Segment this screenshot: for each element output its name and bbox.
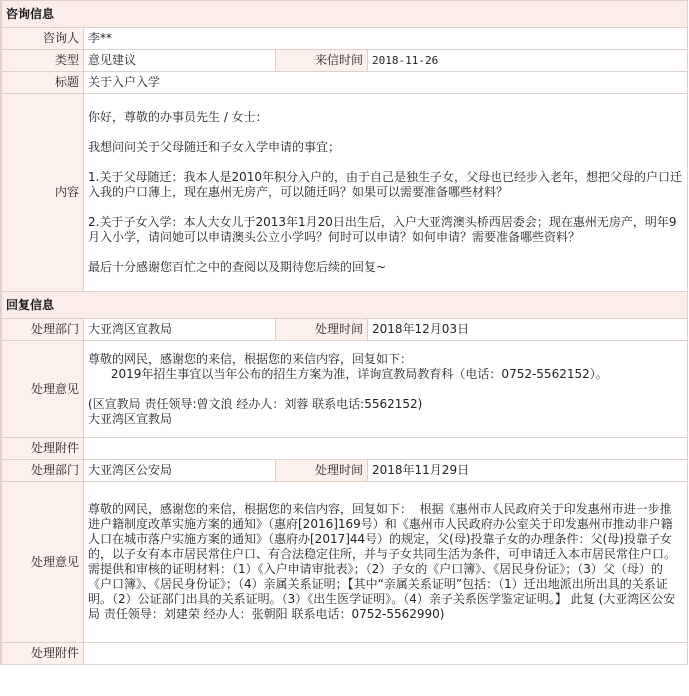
content-line bbox=[88, 155, 683, 170]
opinion-line: 大亚湾区宣教局 bbox=[88, 411, 173, 426]
content-line: 最后十分感谢您百忙之中的查阅以及期待您后续的回复~ bbox=[88, 260, 387, 274]
type-label: 类型 bbox=[2, 50, 84, 72]
inquiry-table bbox=[1, 0, 688, 665]
asker-label: 咨询人 bbox=[2, 28, 84, 50]
dept-value: 大亚湾区宣教局 bbox=[84, 319, 276, 341]
attachment-label: 处理附件 bbox=[2, 643, 84, 665]
subject-value: 关于入户入学 bbox=[84, 72, 688, 94]
opinion-line: (区宣教局 责任领导:曾文浪 经办人：刘蓉 联系电话:5562152) bbox=[88, 396, 423, 411]
asker-value: 李** bbox=[84, 28, 688, 50]
opinion-line: 尊敬的网民，感谢您的来信，根据您的来信内容，回复如下： 根据《惠州市人民政府关于印发惠州市进一步推进户籍制度改革实施方案的通知》（惠府[2016]169号）和《惠州市人民政府办公室关于印发惠州市推动非户籍人口在城市落户实施方案的通知》（惠府办[2017]44号）的规定，父(母)投靠子女的办理条件：父(母)投靠子女的，以子女有本市居民常住户口、有合法稳定住所，并与子女共同生活为条件，可申请迁入本市居民常住户口。 需提供和审核的证明材料：（1）《入户申请审批表》；（2）子女的《户口簿》、《居民身份证》；（3）父（母）的《户口簿》、《居民身份证》；（4）亲属关系证明；【其中“亲属关系证明”包括：（1）迁出地派出所出具的关系证明。（2）公证部门出具的关系证明。（3）《出生医学证明》。（4）亲子关系医学鉴定证明。】 此复 (大亚湾区公安局 责任领导：刘建荣 经办人：张朝阳 联系电话：0752-5562990) bbox=[88, 502, 680, 621]
opinion-label: 处理意见 bbox=[2, 341, 84, 438]
handle-time-label: 处理时间 bbox=[276, 460, 368, 482]
opinion-label: 处理意见 bbox=[2, 482, 84, 643]
subject-label: 标题 bbox=[2, 72, 84, 94]
attachment-value bbox=[84, 643, 688, 665]
content-line: 你好，尊敬的办事员先生 / 女士： bbox=[88, 110, 268, 124]
content-line: 2.关于子女入学：本人大女儿于2013年1月20日出生后，入户大亚湾澳头桥西居委会；现在惠州无房产，明年9月入小学，请问她可以申请澳头公立小学吗？何时可以申请？如何申请？需要准备哪些资料？ bbox=[88, 215, 677, 244]
content-line: 我想问问关于父母随迁和子女入学申请的事宜； bbox=[88, 140, 341, 154]
handle-time-value: 2018年11月29日 bbox=[368, 460, 688, 482]
opinion-body bbox=[84, 341, 688, 438]
dept-label: 处理部门 bbox=[2, 319, 84, 341]
attachment-value bbox=[84, 438, 688, 460]
type-value: 意见建议 bbox=[84, 50, 276, 72]
content-label: 内容 bbox=[2, 94, 84, 292]
content-line bbox=[88, 245, 683, 260]
content-body bbox=[84, 94, 688, 292]
dept-value: 大亚湾区公安局 bbox=[84, 460, 276, 482]
consult-section-title: 咨询信息 bbox=[2, 1, 688, 28]
dept-label: 处理部门 bbox=[2, 460, 84, 482]
handle-time-value: 2018年12月03日 bbox=[368, 319, 688, 341]
letter-date-value: 2018-11-26 bbox=[368, 50, 688, 72]
opinion-body bbox=[84, 482, 688, 643]
reply-section-title: 回复信息 bbox=[2, 292, 688, 319]
opinion-line: 2019年招生事宜以当年公布的招生方案为准，详询宣教局教育科（电话：0752-5562152）。 bbox=[88, 366, 608, 381]
content-line bbox=[88, 200, 683, 215]
content-line bbox=[88, 125, 683, 140]
attachment-label: 处理附件 bbox=[2, 438, 84, 460]
letter-date-label: 来信时间 bbox=[276, 50, 368, 72]
opinion-line: 尊敬的网民，感谢您的来信，根据您的来信内容，回复如下： bbox=[88, 351, 413, 366]
handle-time-label: 处理时间 bbox=[276, 319, 368, 341]
content-line: 1.关于父母随迁：我本人是2010年积分入户的，由于自己是独生子女，父母也已经步入老年，想把父母的户口迁入我的户口薄上，现在惠州无房产，可以随迁吗？如果可以需要准备哪些材料？ bbox=[88, 170, 682, 199]
opinion-line bbox=[88, 382, 683, 397]
